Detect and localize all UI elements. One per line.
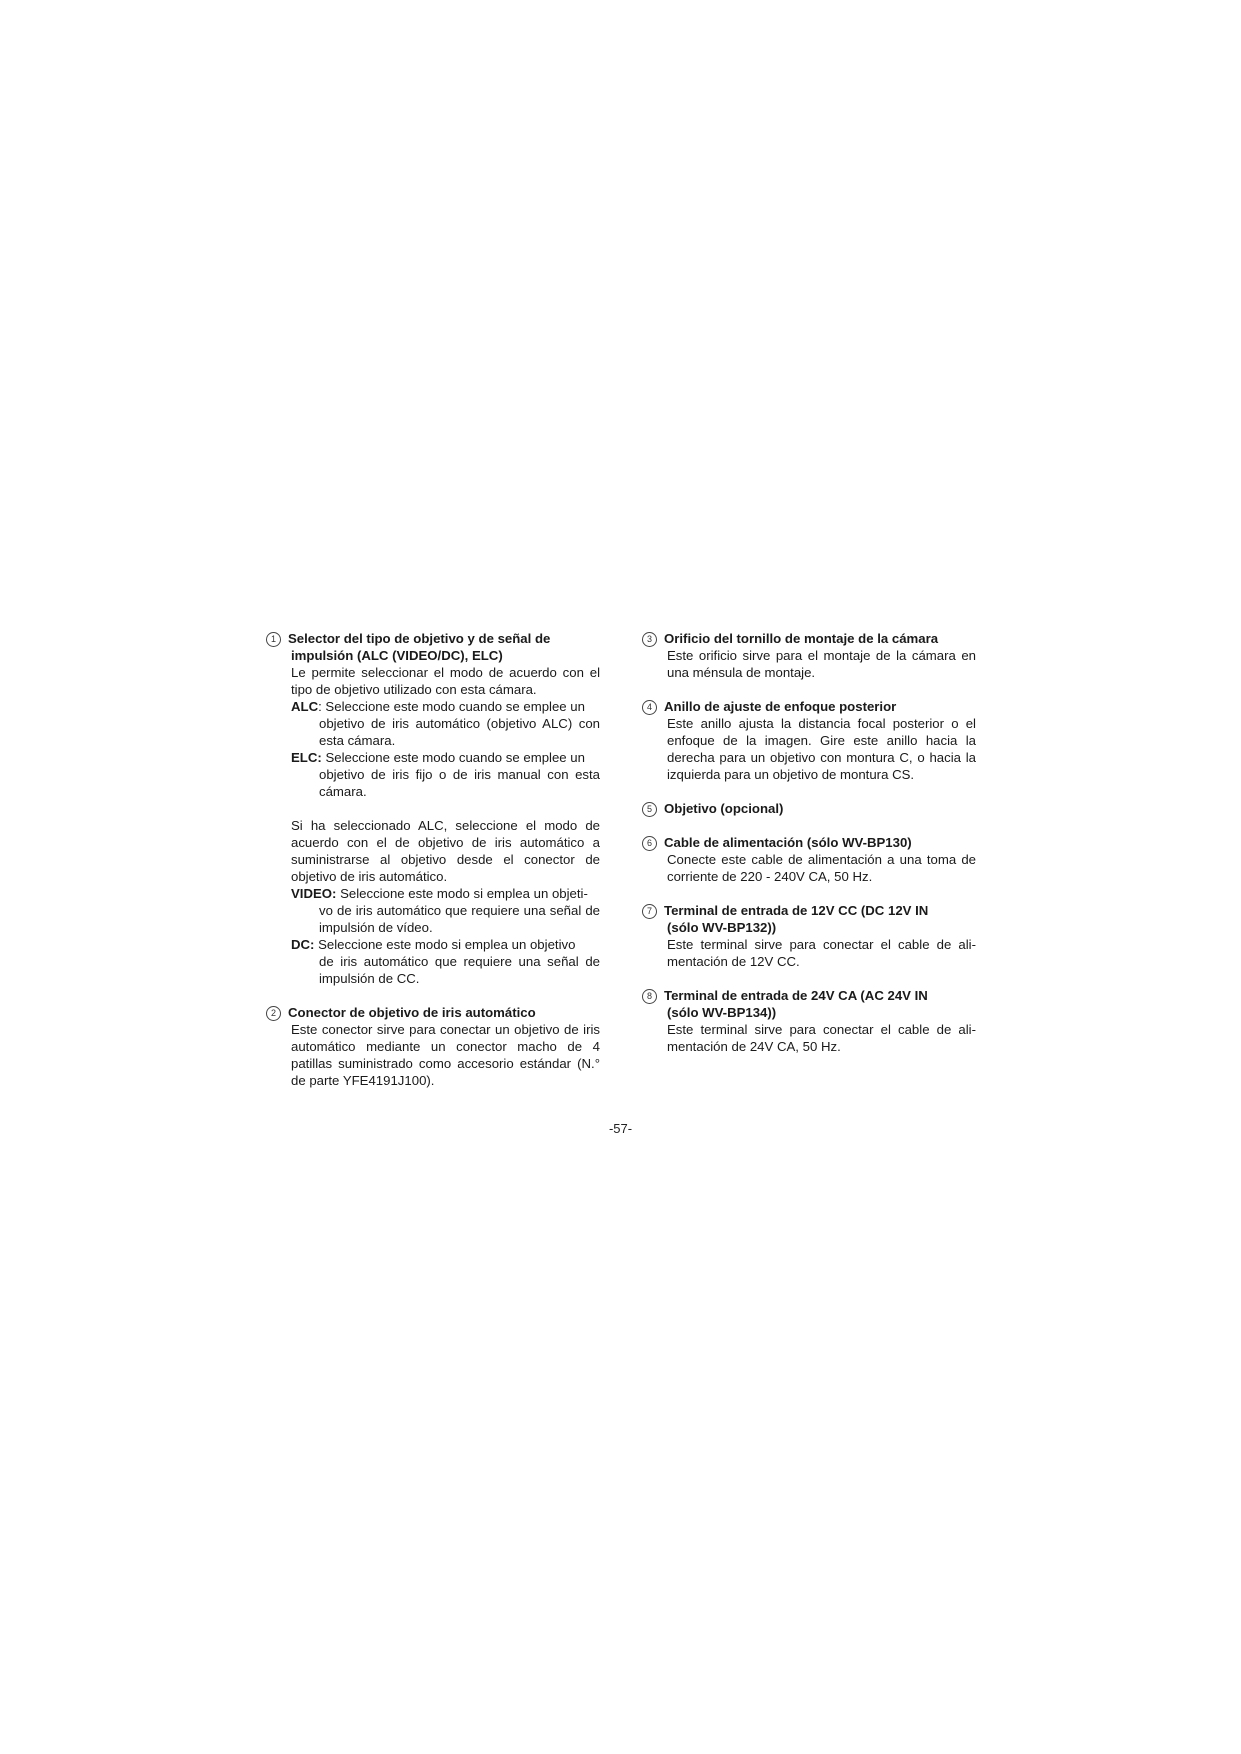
item-8 bbox=[642, 987, 976, 1055]
item-intro: Le permite seleccionar el modo de acuerdo con el tipo de objetivo utilizado con esta cámara. bbox=[291, 665, 600, 697]
item-title: Objetivo (opcional) bbox=[664, 801, 784, 816]
item-4 bbox=[642, 698, 976, 783]
definition-text: objetivo de iris automático (objetivo ALC) con esta cámara. bbox=[319, 716, 600, 748]
definition-text: vo de iris automático que requiere una señal de impulsión de vídeo. bbox=[319, 903, 600, 935]
item-body: Este terminal sirve para conectar el cable de ali-mentación de 24V CA, 50 Hz. bbox=[667, 1022, 976, 1054]
item-number-circle: 1 bbox=[266, 632, 281, 647]
item-2 bbox=[266, 1004, 600, 1089]
definition-term: DC: bbox=[291, 937, 315, 952]
item-6 bbox=[642, 834, 976, 885]
definition-term: ALC bbox=[291, 699, 319, 714]
item-body: Este anillo ajusta la distancia focal posterior o el enfoque de la imagen. Gire este anillo hacia la derecha para un objetivo con montura C, o hacia la izquierda para un objetivo de montura CS. bbox=[667, 716, 976, 782]
definition-text: objetivo de iris fijo o de iris manual con esta cámara. bbox=[319, 767, 600, 799]
item-body: Este orificio sirve para el montaje de la cámara en una ménsula de montaje. bbox=[667, 648, 976, 680]
item-7 bbox=[642, 902, 976, 970]
item-number-circle: 3 bbox=[642, 632, 657, 647]
item-number-circle: 5 bbox=[642, 802, 657, 817]
item-title: Conector de objetivo de iris automático bbox=[288, 1005, 536, 1020]
right-column bbox=[642, 630, 976, 1055]
item-title bbox=[664, 987, 976, 1021]
definition-term: ELC: bbox=[291, 750, 322, 765]
item-title-line-2: impulsión (ALC (VIDEO/DC), ELC) bbox=[291, 648, 503, 663]
definition-first-line: Seleccione este modo cuando se emplee un bbox=[321, 750, 585, 765]
definition-dc bbox=[288, 936, 600, 987]
item-title: Orificio del tornillo de montaje de la cámara bbox=[664, 631, 939, 646]
item-title bbox=[664, 902, 976, 936]
definition-elc bbox=[288, 749, 600, 800]
left-column bbox=[266, 630, 600, 1089]
item-body: Conecte este cable de alimentación a una toma de corriente de 220 - 240V CA, 50 Hz. bbox=[667, 852, 976, 884]
page-number: -57- bbox=[608, 1121, 633, 1136]
item-number-circle: 2 bbox=[266, 1006, 281, 1021]
item-title-line-1: Selector del tipo de objetivo y de señal de bbox=[288, 631, 551, 646]
item-paragraph: Si ha seleccionado ALC, seleccione el modo de acuerdo con el de objetivo de iris automático a suministrarse al objetivo desde el conector de objetivo de iris automático. bbox=[291, 818, 600, 884]
definition-first-line: Seleccione este modo si emplea un objeti- bbox=[336, 886, 588, 901]
item-title: Anillo de ajuste de enfoque posterior bbox=[664, 699, 897, 714]
item-title: Cable de alimentación (sólo WV-BP130) bbox=[664, 835, 912, 850]
definition-first-line: : Seleccione este modo cuando se emplee un bbox=[318, 699, 585, 714]
item-5 bbox=[642, 800, 976, 817]
definition-first-line: Seleccione este modo si emplea un objetivo bbox=[314, 937, 576, 952]
definition-alc bbox=[288, 698, 600, 749]
definition-term: VIDEO: bbox=[291, 886, 337, 901]
item-body: Este conector sirve para conectar un objetivo de iris automático mediante un conector macho de 4 patillas suministrado como accesorio estándar (N.° de parte YFE4191J100). bbox=[291, 1022, 600, 1088]
item-number-circle: 6 bbox=[642, 836, 657, 851]
item-body: Este terminal sirve para conectar el cable de ali-mentación de 12V CC. bbox=[667, 937, 976, 969]
item-title-line-1: Terminal de entrada de 12V CC (DC 12V IN bbox=[664, 903, 929, 918]
item-title-line-2: (sólo WV-BP134)) bbox=[667, 1005, 777, 1020]
item-number-circle: 8 bbox=[642, 989, 657, 1004]
definition-video bbox=[288, 885, 600, 936]
item-title-line-2: (sólo WV-BP132)) bbox=[667, 920, 777, 935]
item-1 bbox=[266, 630, 600, 987]
item-title bbox=[288, 630, 600, 664]
definition-text: de iris automático que requiere una señal de impulsión de CC. bbox=[319, 954, 600, 986]
item-number-circle: 4 bbox=[642, 700, 657, 715]
item-3 bbox=[642, 630, 976, 681]
item-title-line-1: Terminal de entrada de 24V CA (AC 24V IN bbox=[664, 988, 928, 1003]
item-number-circle: 7 bbox=[642, 904, 657, 919]
